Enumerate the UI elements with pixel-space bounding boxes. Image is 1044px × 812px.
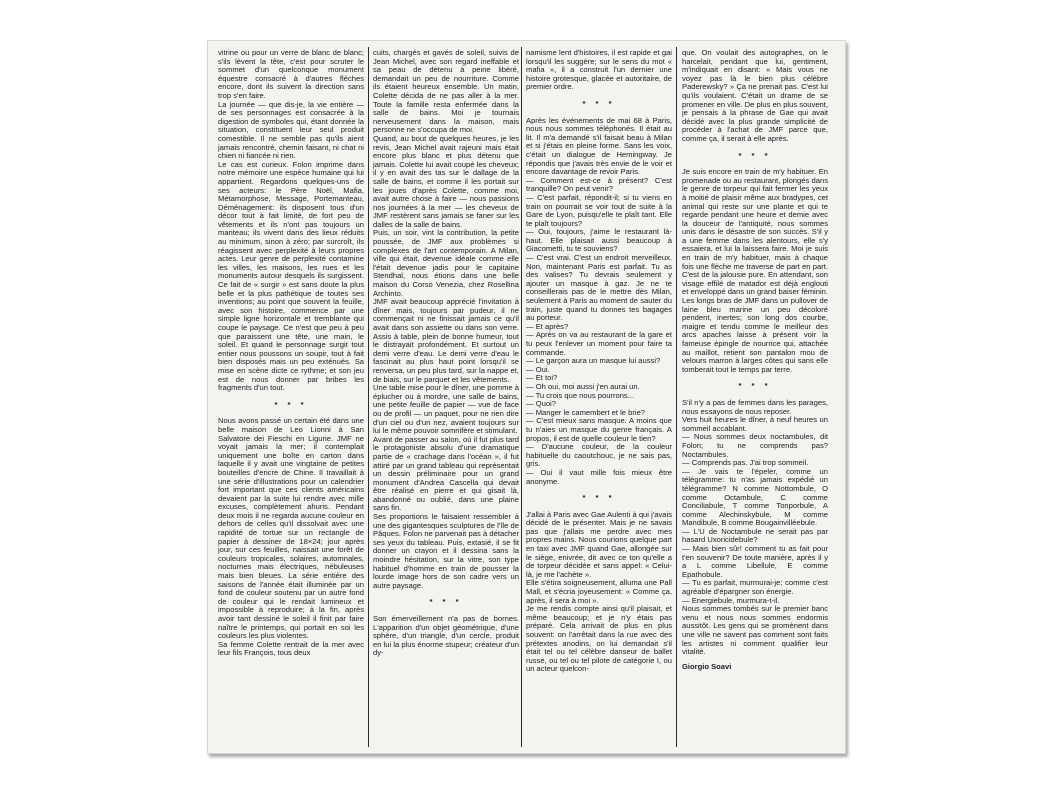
paragraph: — Le garçon aura un masque lui aussi? bbox=[526, 356, 661, 366]
paragraph: — Comment est-ce à présent? C'est tranquille? On peut venir? bbox=[526, 175, 672, 194]
paragraph: — Tu es parfait, murmurai-je; comme c'est agréable d'épargner son énergie. bbox=[682, 578, 828, 597]
paragraph: Je me rendis compte ainsi qu'il plaisait, et même beaucoup; et je n'y étais pas préparé. Cela arrivait de plus en plus souvent: on l'arrêtait dans la rue avec des prétextes anodins, on lui demandait s'il était tel ou tel célèbre danseur de ballet russe, ou tel ou tel pilote de catégorie I, ou un acteur quelcon- bbox=[526, 604, 672, 674]
section-separator: * * * bbox=[582, 493, 616, 503]
paragraph: Une table mise pour le dîner, une pomme à éplucher ou à mordre, une salle de bains, une petite feuille de papier — vue de face ou de profil — un paquet, pour ne rien dire d'un ciel ou d'un nez, avaient toujours sur lui le même pouvoir somnifère et stimulant. bbox=[373, 383, 519, 436]
paragraph: — Nous sommes deux noctambules, dit Folon; tu ne comprends pas? Noctambules. bbox=[682, 432, 828, 459]
paragraph: — Après on va au restaurant de la gare et tu peux l'enlever un moment pour faire ta commande. bbox=[526, 330, 672, 357]
paragraph: — Comprends pas. J'ai trop sommeil. bbox=[682, 458, 809, 468]
author-signature: Giorgio Soavi bbox=[682, 661, 732, 671]
paragraph: Elle s'étira soigneusement, alluma une Pall Mall, et s'écria joyeusement: « Comme ça, après, il sera à moi ». bbox=[526, 578, 672, 605]
paragraph: — Energiebule, murmura-t-il. bbox=[682, 595, 780, 605]
paragraph: Son émerveillement n'a pas de bornes. L'apparition d'un objet géométrique, d'une sphère, d'un triangle, d'un cercle, produit en lui la plus énorme stupeur; créateur d'un dy- bbox=[373, 614, 519, 658]
paragraph: Je suis encore en train de m'y habituer. En promenade ou au restaurant, plongés dans le genre de torpeur qui fait fermer les yeux à moitié de plaisir même aux bradypes, cet animal qui reste sur une plante et qui te regarde pendant une heure et demie avec la douceur de l'antiquité, nous sommes unis dans le désastre de son succès. S'il y a une femme dans les alentours, elle s'y essaiera, et lui la laissera faire. Moi je suis en train de m'y habituer, mais à chaque fois une flèche me traverse de part en part. C'est de la jalousie pure. En attendant, son visage effilé de matador est déjà englouti et enveloppé dans un grand baiser féminin. Les longs bras de JMF dans un pullover de laine bleu marine un peu décoloré pendent, inertes; son long dos courbe, maigre et tendu comme le meilleur des arcs apaches laisse à présent voir la fameuse épingle de nourrice qui, attachée au maillot, retient son pantalon mou de velours marron à larges côtes qui sans elle tomberait tout le temps par terre. bbox=[682, 167, 828, 374]
column-rule bbox=[676, 47, 677, 747]
section-separator: * * * bbox=[738, 381, 772, 391]
paragraph: Nous sommes tombés sur le premier banc venu et nous nous sommes endormis aussitôt. Les gens qui se promènent dans une ville ne savent pas comment sont faits les artistes ni comment qualifier leur vitalité. bbox=[682, 604, 828, 657]
paragraph: Ses proportions le faisaient ressembler à une des gigantesques sculptures de l'île de Pâques. Folon ne parvenait pas à détacher ses yeux du tableau. Puis, extasié, il se fit donner un crayon et il dessina sans la moindre hésitation, sur la vitre, son type habituel d'homme en train de pousser la lourde image hors de son cadre vers un autre paysage. bbox=[373, 512, 519, 590]
paragraph: — Mais bien sûr! comment tu as fait pour t'en souvenir? De toute manière, après il y a L comme Libellule, E comme Epathobule. bbox=[682, 544, 828, 579]
paragraph: — C'est parfait, répondit-il; si tu viens en train on pourrait se voir tout de suite à la Gare de Lyon, puisqu'elle te plaît tant. Elle te plaît toujours? bbox=[526, 192, 672, 228]
paragraph: — C'est mieux sans masque. A moins que tu n'aies un masque du genre français. A propos, il est de quelle couleur le tien? bbox=[526, 416, 672, 443]
section-separator: * * * bbox=[738, 150, 772, 160]
paragraph: — Et toi? bbox=[526, 373, 558, 383]
section-separator: * * * bbox=[274, 399, 308, 409]
paragraph: — Oui il vaut mille fois mieux être anonyme. bbox=[526, 467, 672, 486]
paragraph: Puis, un soir, vint la contribution, la petite poussée, de JMF aux problèmes si complexes de l'art contemporain. A Milan, ville qui était, devenue idéale comme elle l'était devenue jadis pour le capitaine Stendhal, nous étions dans une belle maison du Corso Venezia, chez Rosellina Archinto. bbox=[373, 228, 519, 298]
paragraph: Sa femme Colette rentrait de la mer avec leur fils François, tous deux bbox=[218, 639, 364, 658]
section-separator: * * * bbox=[429, 597, 463, 607]
text-column-2 bbox=[373, 49, 519, 747]
paragraph: Vers huit heures le dîner, à neuf heures un sommeil accablant. bbox=[682, 415, 828, 433]
paragraph: — D'aucune couleur, de la couleur habituelle du caoutchouc, je ne sais pas, gris. bbox=[526, 442, 672, 469]
paragraph: JMF avait beaucoup apprécié l'invitation à dîner mais, toujours par pudeur, il ne commençait ni ne finissait jamais ce qu'il avait dans son assiette ou dans son verre. Assis à table, plein de bonne humeur, tout le distrayait profondément. Et surtout un demi verre d'eau. Le demi verre d'eau le fascinait au plus haut point lorsqu'il se renversa, un peu plus tard, sur la nappe et, de biais, sur le parquet et les vêtements. bbox=[373, 297, 519, 384]
paragraph: — Oui, toujours, j'aime le restaurant là-haut. Elle plaisait aussi beaucoup à Giacometti, tu te souviens? bbox=[526, 227, 672, 254]
paragraph: — C'est vrai. C'est un endroit merveilleux. Non, maintenant Paris est parfait. Tu as des valises? Tu devrais seulement y ajouter un masque à gaz. Je ne te conseillerais pas de le mettre dès Milan, seulement à Paris au moment de sauter du train, juste quand tu donnes tes bagages au porteur. bbox=[526, 253, 672, 323]
section-separator: * * * bbox=[582, 98, 616, 108]
paragraph: La journée — que dis-je, la vie entière — de ses personnages est consacrée à la digestion de symboles qui, étant donnée la situation, constituent leur seul produit comestible. Il ne semble pas qu'ils aient jamais rencontré, chemin faisant, ni chat ni chien ni fiancée ni rien. bbox=[218, 99, 364, 161]
paragraph: — L'U de Noctambule ne serait pas par hasard Uxoricidebule? bbox=[682, 526, 828, 545]
paragraph: — Tu crois que nous pourrons... bbox=[526, 390, 635, 400]
column-rule bbox=[521, 47, 522, 747]
paragraph: Quand, au bout de quelques heures, je les revis, Jean Michel avait rajeuni mais était encore plus blanc et plus détenu que jamais. Colette lui avait coupé les cheveux; il y en avait des tas sur le dallage de la salle de bains, et comme il les portait sur les joues d'après Colette, comme moi, avait autre chose à faire — nous passions nos journées à la mer — les cheveux de JMF restèrent sans jamais se faner sur les dalles de la salle de bains. bbox=[373, 133, 519, 229]
paragraph: cuits, chargés et gavés de soleil, suivis de Jean Michel, avec son regard ineffable et sa peau de détenu à peine libéré, demandait un peu de nourriture. Comme ils étaient heureux ensemble. Un matin, Colette décida de ne pas aller à la mer. Toute la famille resta enfermée dans la salle de bains. Moi je tournais nerveusement dans la maison, mais personne ne s'occupa de moi. bbox=[373, 49, 519, 135]
paragraph: vitrine ou pour un verre de blanc de blanc; s'ils lèvent la tête, c'est pour scruter le sommet d'un quelconque monument équestre consacré à d'autres flèches encore, dont ils suivent la direction sans trop s'en faire. bbox=[218, 49, 364, 100]
paragraph: Le cas est curieux. Folon imprime dans notre mémoire une espèce humaine qui lui appartient. Regardons quelques-uns de ses acteurs: le Père Noël, Mafia, Métamorphose, Message, Portemanteau, Déménagement: ils disposent tous d'un décor tout à fait limité, de fort peu de vêtements et ils n'ont pas toujours un manteau; ils vivent dans des lieux réduits au minimum, sinon à zéro; par surcroît, ils réagissent avec perplexité à leurs propres actes. Leur genre de perplexité contamine les villes, les maisons, les rues et les monuments autour desquels ils surgissent. Ce fait de « surgir » est sans doute la plus belle et la plus pathétique de toutes ses inventions; au point que souvent la feuille, avec son histoire, commence par une simple ligne horizontale et tremblante qui coupe le paysage. Ce n'est que peu à peu que paraissent une tête, une main, le soleil. Et quand le personnage surgit tout entier nous poussons un soupir, tout à fait bien disposés mais un peu exténués. Sa mise en scène dicte ce rythme; et son jeu est de nous donner par bribes les fragments d'un tout. bbox=[218, 159, 364, 393]
paragraph: Avant de passer au salon, où il fut plus tard le protagoniste absolu d'une dramatique partie de « crachage dans l'océan », il fut attiré par un grand tableau qui représentait un dessin préliminaire pour un grand monument d'Andrea Cascella qui devait être réalisé en pierre et qui gisait là, abandonné ou oublié, dans une plaine sans fin. bbox=[373, 434, 519, 513]
paragraph: S'il n'y a pas de femmes dans les parages, nous essayons de nous reposer. bbox=[682, 397, 828, 416]
paragraph: J'allai à Paris avec Gae Aulenti à qui j'avais décidé de le présenter. Mais je ne savais pas que j'allais me perdre avec mes propres mains. Nous courions quelque part en taxi avec JMF quand Gae, allongée sur le siège, enivrée, dit avec ce ton qu'elle a de torpeur décidée et sans appel: « Celui-là, je me l'achète ». bbox=[526, 509, 672, 579]
paragraph: — Oui. bbox=[526, 364, 550, 374]
column-rule bbox=[368, 47, 369, 747]
paragraph: que. On voulait des autographes, on le harcelait, pendant que lui, gentiment, m'indiquait en disant: « Mais vous ne voyez pas là le bien plus célèbre Paderewsky? » Ça ne prenait pas. C'est lui qu'ils voulaient. C'était un drame de se promener en ville. De plus en plus souvent, je pensais à la phrase de Gae qui avait décidé avec la plus grande simplicité de procéder à l'achat de JMF parce que, comme ça, il serait à elle après. bbox=[682, 49, 828, 143]
paragraph: — Manger le camembert et le brie? bbox=[526, 407, 646, 417]
text-column-4 bbox=[682, 49, 828, 747]
magazine-page bbox=[207, 40, 846, 754]
paragraph: — Quoi? bbox=[526, 399, 556, 409]
paragraph: namisme lent d'histoires, il est rapide et gai lorsqu'il les suggère; sur le sens du mot « mafia », il a construit l'un dernier une histoire grotesque, glacée et autoritaire, de premier ordre. bbox=[526, 49, 672, 92]
paragraph: — Oh oui, moi aussi j'en aurai un. bbox=[526, 381, 640, 391]
paragraph: Après les événements de mai 68 à Paris, nous nous sommes téléphonés. Il était au lit. Il m'a demandé s'il faisait beau à Milan et si j'étais en pleine forme. Sans les voix, c'était un dialogue de Hemingway. Je répondis que j'avais très envie de le voir et encore davantage de revoir Paris. bbox=[526, 115, 672, 177]
paragraph: — Et après? bbox=[526, 321, 569, 331]
paragraph: Nous avons passé un certain été dans une belle maison de Leo Lionni à San Salvatore dei Fieschi en Ligurie. JMF ne voyait jamais la mer; il contemplait uniquement une boîte en carton dans laquelle il y avait une vingtaine de petites bouteilles d'encre de Chine. Il travaillait à une série d'illustrations pour un calendrier fort important que ces clients américains devaient par la suite lui rendre avec mille excuses, complètement ahuris. Pendant deux mois il ne regarda aucune couleur en dehors de celles qu'il dissolvait avec une rapidité de tortue sur un rectangle de papier à dessiner de 18×24; jour après jour, sur ces feuilles, naissait une forêt de couleurs tropicales, solaires, automnales, nocturnes mais électriques, nébuleuses mais bien bleues. La série entière des saisons de l'année était illuminée par un fond de couleur soutenu par un autre fond de couleur qui le rendait lumineux et impossible à reproduire; à la fin, après avoir tant dessiné le soleil il finit par faire naître le printemps, qui portait en soi les couleurs les plus violentes. bbox=[218, 416, 364, 641]
text-column-3 bbox=[526, 49, 672, 747]
text-column-1 bbox=[218, 49, 364, 747]
paragraph: — Je vais te l'épeler, comme un télégramme: tu n'as jamais expédié un télégramme? N comme Nottombule, O comme Octambule, C comme Conciliabule, T comme Tonporbule, A comme Alechinskybule, M comme Mandibule, B comme Bougainvilléebule. bbox=[682, 466, 828, 528]
